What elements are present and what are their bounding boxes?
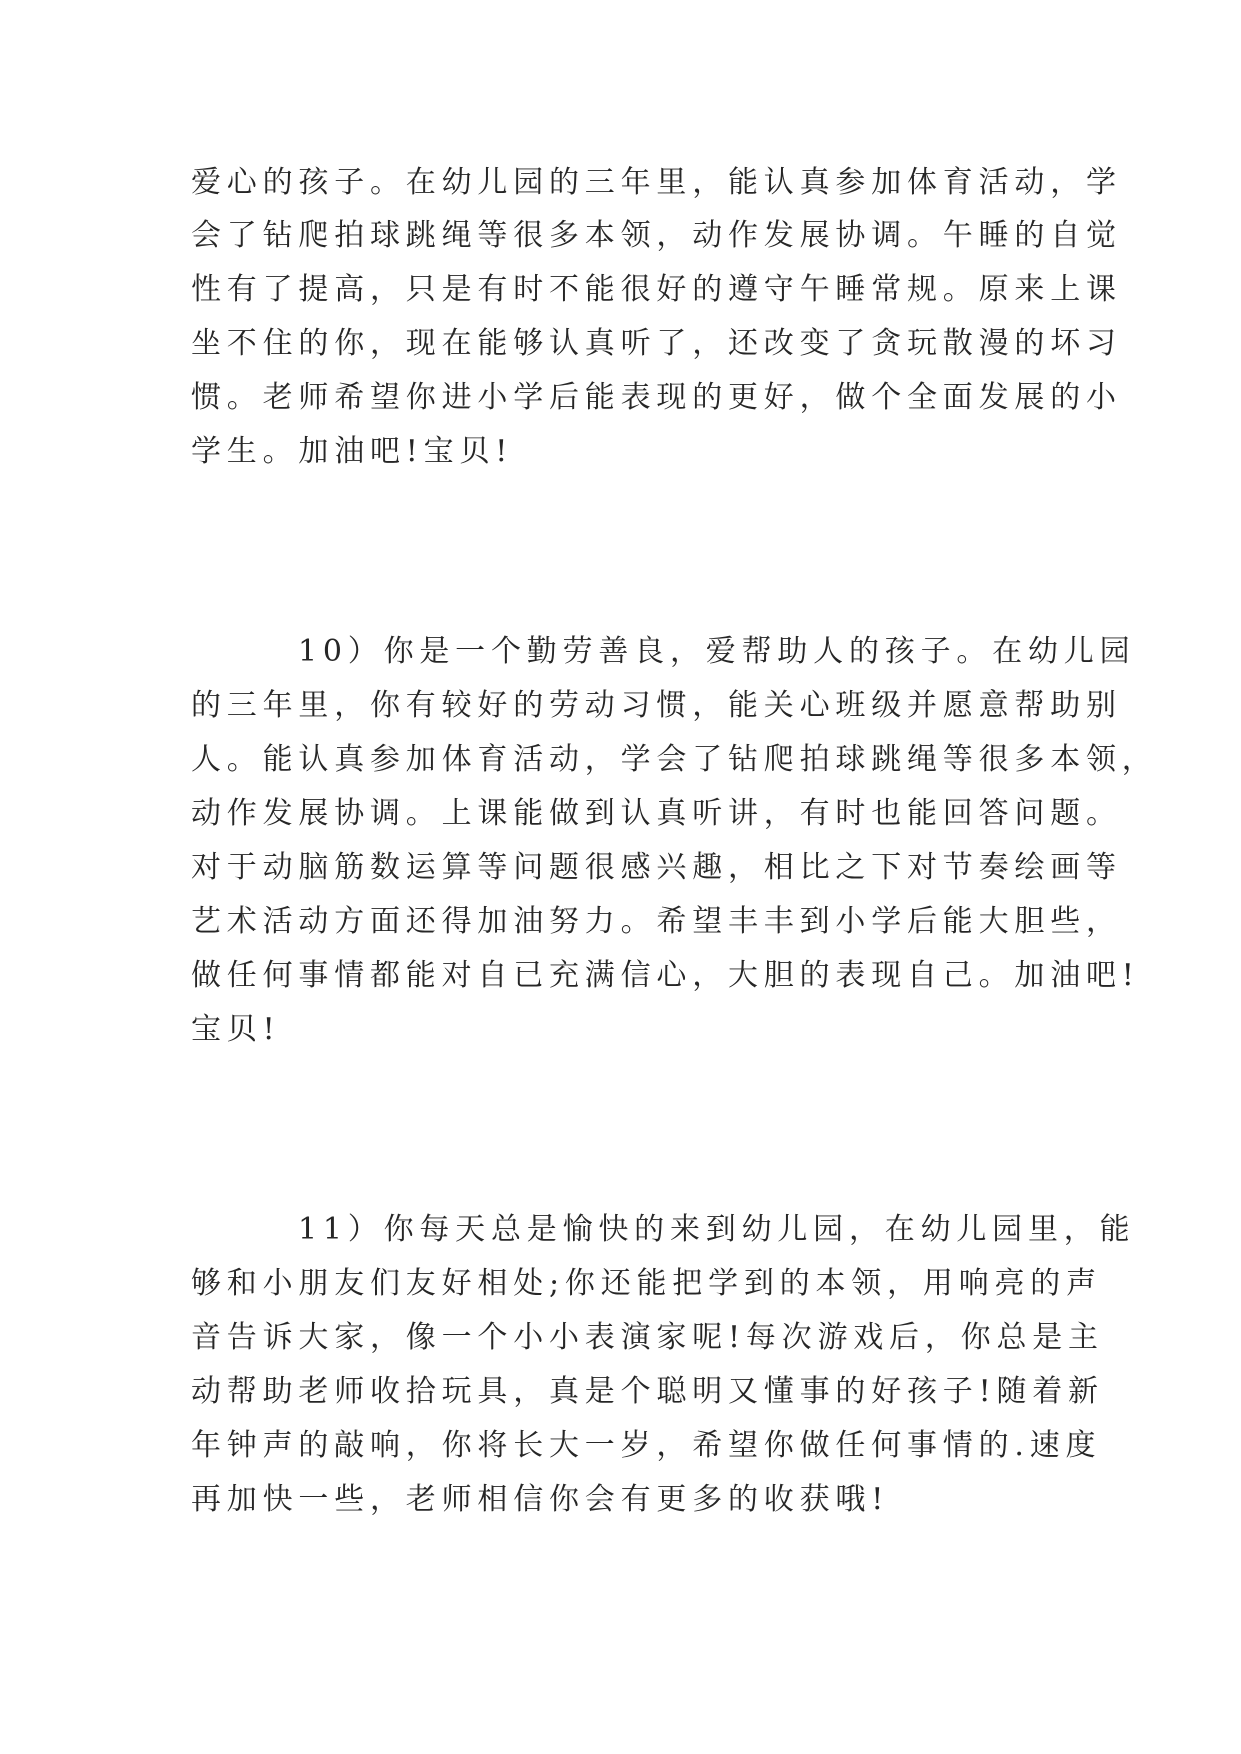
text-line: 年钟声的敲响，你将长大一岁，希望你做任何事情的.速度 [191, 1428, 1102, 1463]
text-line: 爱心的孩子。在幼儿园的三年里，能认真参加体育活动，学 [191, 165, 1122, 200]
text-line: 10）你是一个勤劳善良，爱帮助人的孩子。在幼儿园 [298, 634, 1136, 669]
text-line: 音告诉大家，像一个小小表演家呢!每次游戏后，你总是主 [191, 1320, 1104, 1355]
text-line: 做任何事情都能对自已充满信心，大胆的表现自己。加油吧! [191, 958, 1140, 993]
text-line: 宝贝! [191, 1012, 281, 1047]
text-line: 对于动脑筋数运算等问题很感兴趣，相比之下对节奏绘画等 [191, 850, 1122, 885]
text-line: 惯。老师希望你进小学后能表现的更好，做个全面发展的小 [191, 380, 1122, 415]
text-line: 人。能认真参加体育活动，学会了钻爬拍球跳绳等很多本领， [191, 742, 1158, 777]
text-line: 动作发展协调。上课能做到认真听讲，有时也能回答问题。 [191, 796, 1122, 831]
text-line: 性有了提高，只是有时不能很好的遵守午睡常规。原来上课 [191, 272, 1122, 307]
text-line: 会了钻爬拍球跳绳等很多本领，动作发展协调。午睡的自觉 [191, 218, 1122, 253]
text-line: 的三年里，你有较好的劳动习惯，能关心班级并愿意帮助别 [191, 688, 1122, 723]
text-line: 动帮助老师收拾玩具，真是个聪明又懂事的好孩子!随着新 [191, 1374, 1104, 1409]
text-line: 再加快一些，老师相信你会有更多的收获哦! [191, 1482, 890, 1517]
text-line: 够和小朋友们友好相处;你还能把学到的本领，用响亮的声 [191, 1266, 1102, 1301]
text-line: 坐不住的你，现在能够认真听了，还改变了贪玩散漫的坏习 [191, 326, 1122, 361]
text-line: 11）你每天总是愉快的来到幼儿园，在幼儿园里，能 [298, 1212, 1136, 1247]
text-line: 学生。加油吧!宝贝! [191, 434, 514, 469]
text-line: 艺术活动方面还得加油努力。希望丰丰到小学后能大胆些， [191, 904, 1122, 939]
